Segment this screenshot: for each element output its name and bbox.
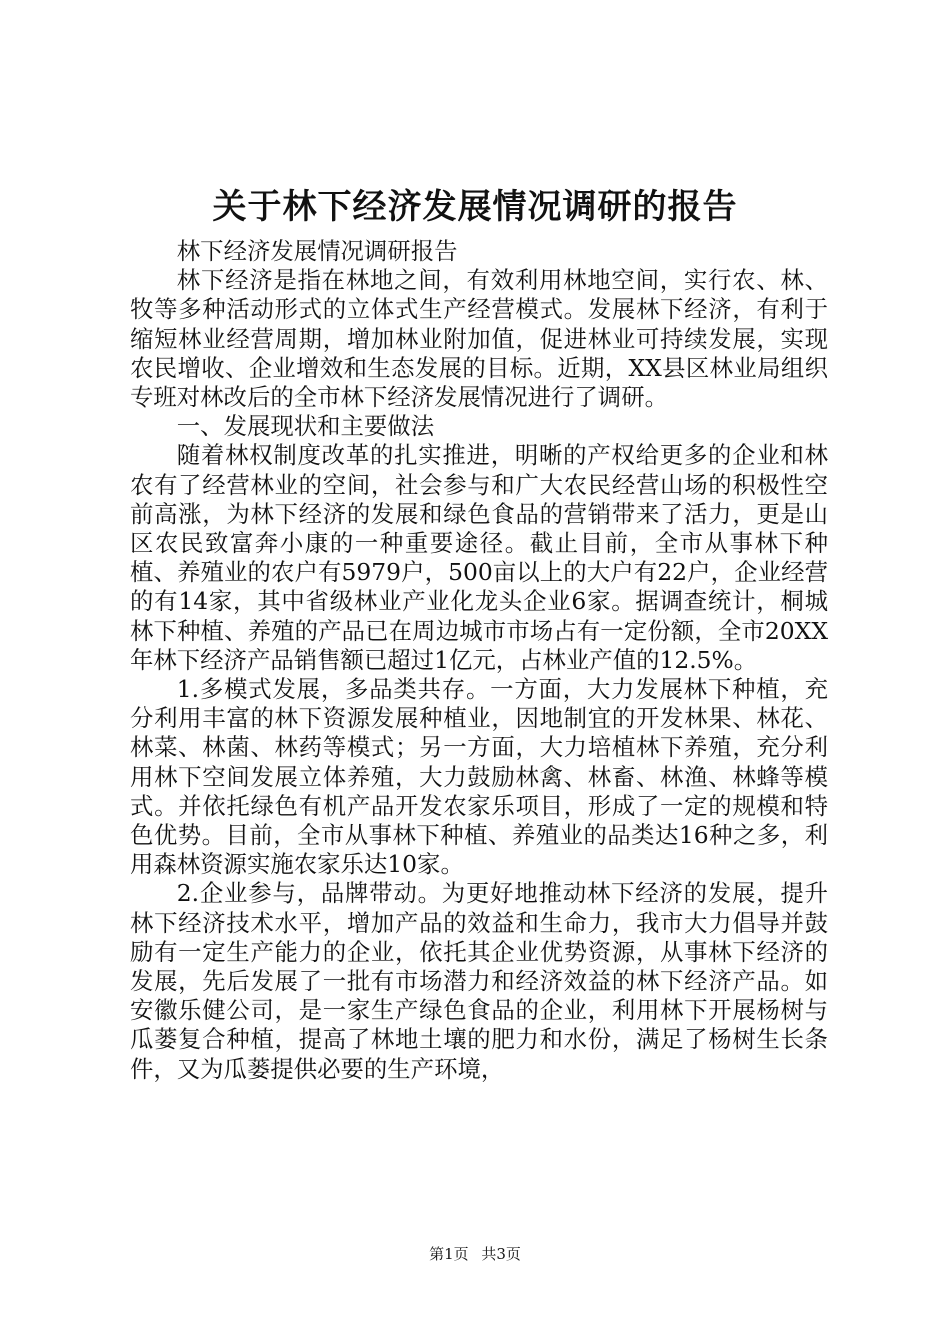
- section-heading: 一、发展现状和主要做法: [176, 412, 435, 441]
- page-footer: [0, 1244, 950, 1264]
- point-one-paragraph: 1.多模式发展，多品类共存。一方面，大力发展林下种植，充分利用丰富的林下资源发展种植业，因地制宜的开发林果、林花、林菜、林菌、林药等模式；另一方面，大力培植林下养殖，充分利用林下空间发展立体养殖，大力鼓励林禽、林畜、林渔、林蜂等模式。并依托绿色有机产品开发农家乐项目，形成了一定的规模和特色优势。目前，全市从事林下种植、养殖业的品类达16种之多，利用森林资源实施农家乐达10家。: [130, 675, 828, 879]
- subtitle-paragraph: 林下经济发展情况调研报告: [176, 237, 458, 265]
- status-paragraph: 随着林权制度改革的扎实推进，明晰的产权给更多的企业和林农有了经营林业的空间，社会参与和广大农民经营山场的积极性空前高涨，为林下经济的发展和绿色食品的营销带来了活力，更是山区农民致富奔小康的一种重要途径。截止目前，全市从事林下种植、养殖业的农户有5979户，500亩以上的大户有22户，企业经营的有14家，其中省级林业产业化龙头企业6家。据调查统计，桐城林下种植、养殖的产品已在周边城市市场占有一定份额，全市20XX年林下经济产品销售额已超过1亿元，占林业产值的12.5%。: [130, 441, 828, 674]
- document-title: 关于林下经济发展情况调研的报告: [212, 187, 738, 227]
- page-total: 共3页: [481, 1245, 521, 1263]
- point-two-paragraph: 2.企业参与，品牌带动。为更好地推动林下经济的发展，提升林下经济技术水平，增加产品的效益和生命力，我市大力倡导并鼓励有一定生产能力的企业，依托其企业优势资源，从事林下经济的发展，先后发展了一批有市场潜力和经济效益的林下经济产品。如安徽乐健公司，是一家生产绿色食品的企业，利用林下开展杨树与瓜蒌复合种植，提高了林地土壤的肥力和水份，满足了杨树生长条件，又为瓜蒌提供必要的生产环境，: [130, 879, 828, 1083]
- document-body: [130, 237, 828, 1084]
- intro-paragraph: 林下经济是指在林地之间，有效利用林地空间，实行农、林、牧等多种活动形式的立体式生产经营模式。发展林下经济，有利于缩短林业经营周期，增加林业附加值，促进林业可持续发展，实现农民增收、企业增效和生态发展的目标。近期，XX县区林业局组织专班对林改后的全市林下经济发展情况进行了调研。: [130, 266, 828, 412]
- page-number: 第1页: [429, 1245, 469, 1263]
